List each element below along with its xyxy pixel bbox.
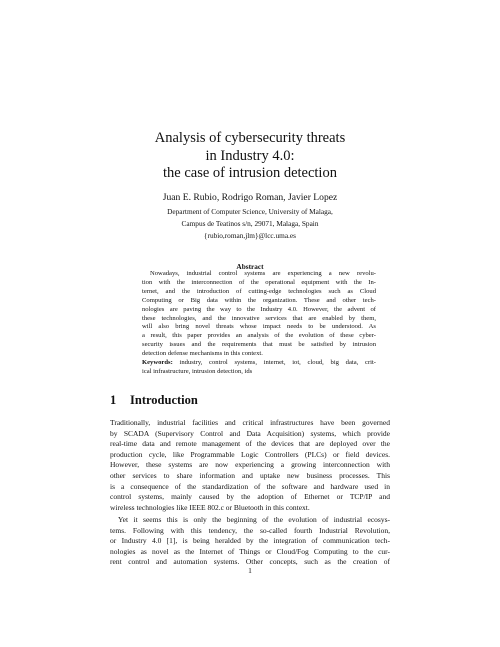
author-list: Juan E. Rubio, Rodrigo Roman, Javier Lopez	[162, 192, 338, 203]
keywords-text: industry, control systems, internet, iot, cloud, big data, crit-	[172, 359, 376, 367]
body-line: by SCADA (Supervisory Control and Data Acquisition) systems, which provide	[110, 428, 390, 438]
keywords-label: Keywords:	[142, 359, 173, 367]
body-line: production cycle, like Programmable Logic Controllers (PLCs) or field devices.	[110, 449, 390, 459]
section-title: Introduction	[130, 393, 198, 407]
abstract-line: nologies are paving the way to the Industry 4.0. However, the advent of	[142, 305, 376, 313]
abstract-body	[142, 270, 376, 377]
body-line: tems. Following with this tendency, the so-called fourth Industrial Revolution,	[110, 525, 390, 535]
body-paragraph	[110, 515, 390, 568]
abstract-line: these technologies, and the innovative services that are enabled by them,	[142, 314, 376, 322]
body-line: Traditionally, industrial facilities and critical infrastructures have been governed	[110, 418, 390, 427]
title-line: the case of intrusion detection	[163, 165, 337, 181]
abstract-line: security issues and the requirements that must be satisfied by intrusion	[142, 341, 376, 349]
body-line: However, these systems are now experiencing a growing interconnection with	[110, 460, 390, 470]
body-line: rent control and automation systems. Other concepts, such as the creation of	[110, 557, 390, 567]
page-number: 1	[248, 566, 252, 575]
affiliation-email: {rubio,roman,jlm}@lcc.uma.es	[204, 231, 296, 240]
body-line: control systems, mainly caused by the adoption of Ethernet or TCP/IP and	[110, 492, 390, 502]
title-line: Analysis of cybersecurity threats	[154, 130, 346, 146]
abstract-heading: Abstract	[236, 262, 264, 271]
body-line: or Industry 4.0 [1], is being heralded by the integration of communication tech-	[110, 536, 390, 546]
body-line: real-time data and remote management of the devices that are deployed over the	[110, 439, 390, 449]
abstract-line: will also bring novel threats whose impact needs to be understood. As	[142, 323, 376, 331]
abstract-line: ternet, and the introduction of cutting-edge technologies such as Cloud	[142, 287, 376, 295]
section-number: 1	[110, 393, 117, 407]
abstract-line: Computing or Big data within the organization. These and other tech-	[142, 296, 376, 304]
body-line: is a consequence of the standardization of the software and hardware used in	[110, 481, 390, 491]
abstract-line: a result, this paper provides an analysis of the evolution of these cyber-	[142, 332, 376, 340]
body-paragraph	[110, 418, 390, 513]
affiliation-address: Campus de Teatinos s/n, 29071, Malaga, Spain	[181, 219, 319, 228]
keywords-line: ical infrastructure, intrusion detection, ids	[142, 367, 253, 375]
title-line: in Industry 4.0:	[205, 147, 295, 164]
abstract-line: detection defense mechanisms in this context.	[142, 350, 263, 358]
affiliation-department: Department of Computer Science, University of Malaga,	[167, 207, 333, 216]
abstract-line: Nowadays, industrial control systems are experiencing a new revolu-	[150, 270, 376, 277]
keywords-line	[142, 359, 376, 368]
body-line: wireless technologies like IEEE 802.c or Bluetooth in this context.	[110, 502, 310, 512]
paper-title	[0, 130, 500, 183]
abstract-line: tion with the interconnection of the operational equipment with the In-	[142, 278, 376, 286]
body-line: nologies as novel as the Internet of Things or Cloud/Fog Computing to the cur-	[110, 546, 390, 556]
body-line: Yet it seems this is only the beginning of the evolution of industrial ecosys-	[118, 515, 390, 524]
section-heading	[110, 393, 198, 408]
body-line: other services to share information and uptake new business processes. This	[110, 470, 390, 480]
